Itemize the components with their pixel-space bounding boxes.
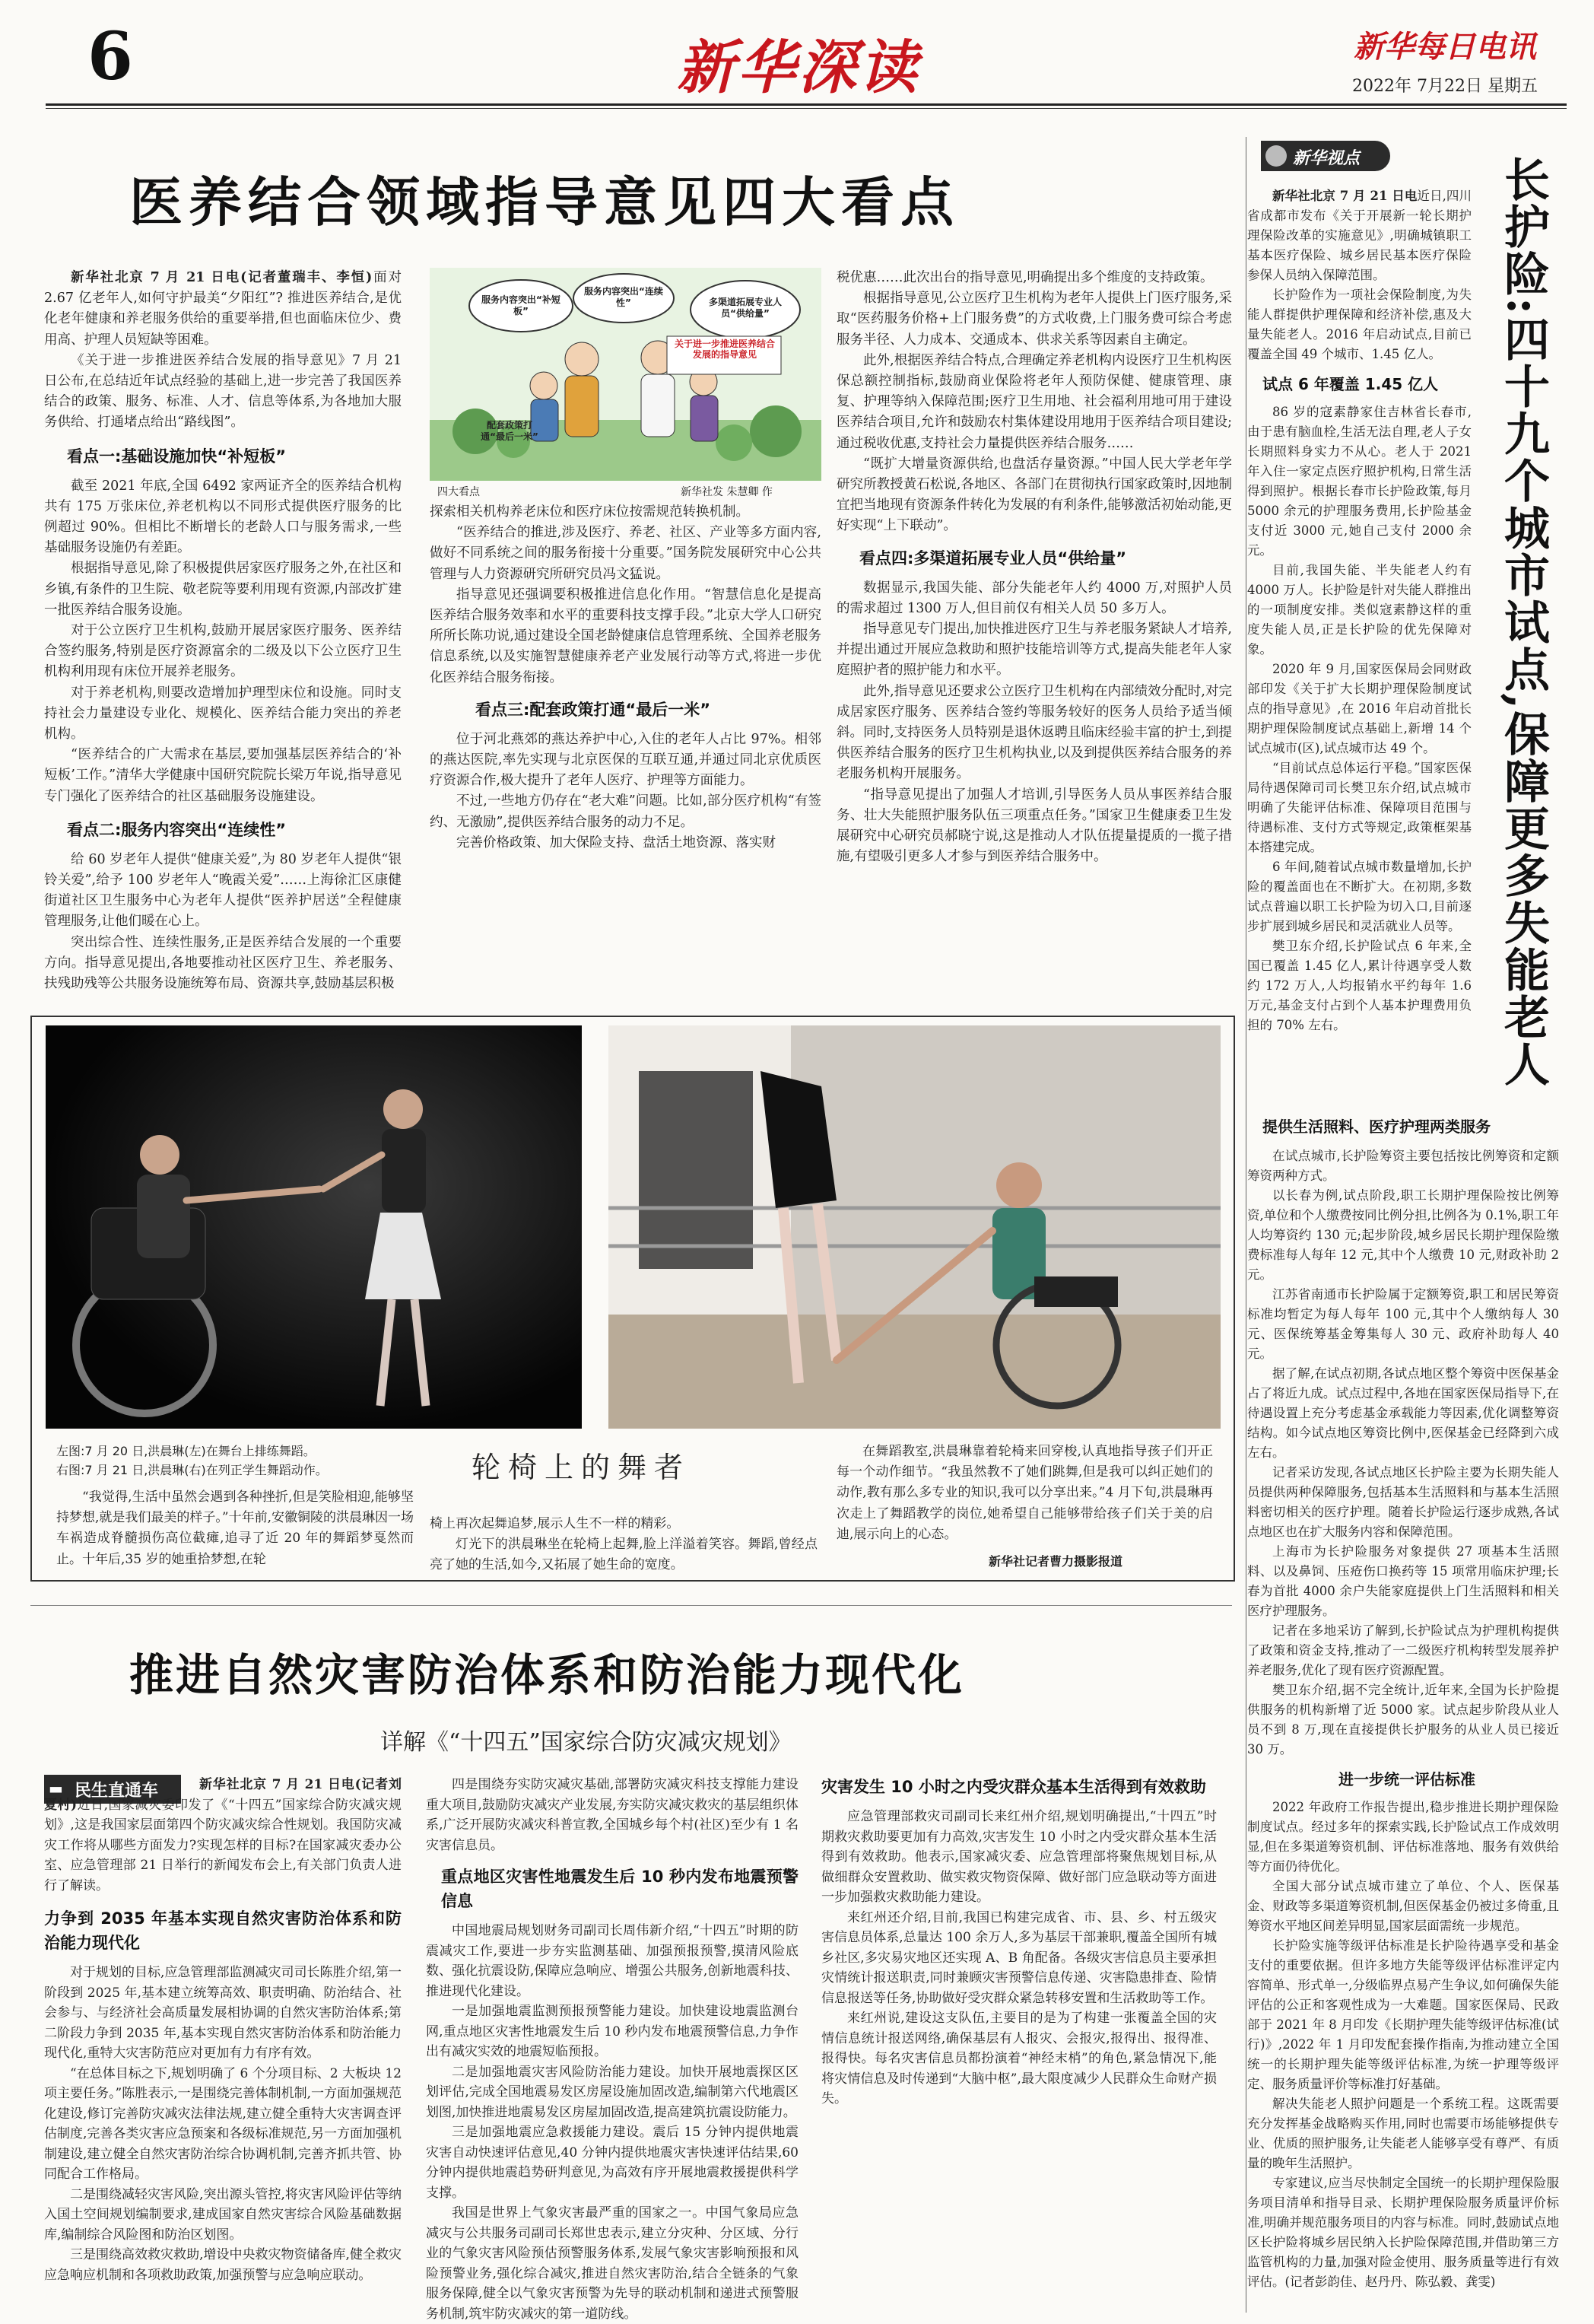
article1-col3 — [837, 268, 1232, 867]
paragraph: 记者采访发现,各试点地区长护险主要为长期失能人员提供两种保障服务,包括基本生活照料和与基本生活照料密切相关的医疗护理。随着长护险运行逐步成熟,各试点地区也在扩大服务内容和保障范围。 — [1247, 1465, 1559, 1539]
cartoon-label: 服务内容突出“补短板” — [481, 294, 560, 316]
paragraph: 全国大部分试点城市建立了单位、个人、医保基金、财政等多渠道筹资机制,但医保基金仍被过多倚重,且筹资水平地区间差异明显,国家层面需统一步规范。 — [1247, 1879, 1559, 1933]
article2-col2 — [426, 1775, 799, 2324]
subheading: 看点三:配套政策打通“最后一米” — [475, 700, 711, 719]
paragraph: “我觉得,生活中虽然会遇到各种挫折,但是笑脸相迎,能够坚持梦想,就是我们最美的样子。”十年前,安徽铜陵的洪晨琳因一场车祸造成脊髓损伤高位截瘫,追寻了近 20 年的舞蹈梦戛然而止。十年后,35 岁的她重拾梦想,在轮 — [56, 1489, 414, 1567]
paragraph: 江苏省南通市长护险属于定额筹资,职工和居民筹资标准均暂定为每人每年 100 元,其中个人缴纳每人 30 元、医保统筹基金筹集每人 30 元、政府补助每人 40 元。 — [1247, 1287, 1559, 1361]
paragraph: 长护险实施等级评估标准是长护险待遇享受和基金支付的重要依据。但许多地方失能等级评估标准评定内容简单、形式单一,分级临界点易产生争议,如何确保失能评估的公正和客观性成为一大难题。国家医保局、民政部于 2021 年 8 月印发《长期护理失能等级评估标准(试行)》,2022 年 1 月印发配套操作指南,为推动建立全国统一的长期护理失能等级评估标准,为统一护理等级评定、服务质量评价等标准打好基础。 — [1247, 1938, 1559, 2091]
truck-icon: ▬ — [49, 1779, 63, 1798]
photo-dancer-stage — [46, 1025, 582, 1429]
paragraph: 探索相关机构养老床位和医疗床位按需规范转换机制。 — [430, 504, 749, 520]
paragraph: 面对 2.67 亿老年人,如何守护最美“夕阳红”? 推进医养结合,是优化老年健康和养老服务供给的重要举措,但也面临床位少、费用高、护理人员短缺等困难。 — [44, 270, 402, 348]
column-tag-label: 民生直通车 — [75, 1782, 159, 1801]
paragraph: 对于规划的目标,应急管理部监测减灾司司长陈胜介绍,第一阶段到 2025 年,基本建立统筹高效、职责明确、防治结合、社会参与、与经济社会高质量发展相协调的自然灾害防治体系;第二阶段力争到 2035 年,基本实现自然灾害防治体系和防治能力现代化,重特大灾害防范应对更加有力有序有效。 — [44, 1965, 402, 2061]
paragraph: 截至 2021 年底,全国 6492 家两证齐全的医养结合机构共有 175 万张床位,养老机构以不同形式提供医疗服务的比例超过 90%。但相比不断增长的老龄人口与服务需求,一些基础服务设施仍有差距。 — [44, 478, 402, 556]
paragraph: 对于公立医疗卫生机构,鼓励开展居家医疗服务、医养结合签约服务,特别是医疗资源富余的二级及以下公立医疗卫生机构利用现有床位开展养老服务。 — [44, 623, 402, 680]
paragraph: 二是围绕减轻灾害风险,突出源头管控,将灾害风险评估等纳入国土空间规划编制要求,建成国家自然灾害综合风险基础数据库,编制综合风险图和防治区划图。 — [44, 2186, 402, 2243]
page-header — [0, 0, 1594, 107]
photo-dance-classroom-image — [608, 1025, 1221, 1429]
photo-story-col2 — [430, 1514, 818, 1576]
paragraph: “既扩大增量资源供给,也盘活存量资源。”中国人民大学老年学研究所教授黄石松说,各地区、各部门在贯彻执行国家政策时,因地制宜把当地现有资源条件转化为发展的有利条件,能够激活初始动能,更好实现“上下联动”。 — [837, 456, 1232, 534]
subheading: 提供生活照料、医疗护理两类服务 — [1262, 1117, 1491, 1136]
subheading: 看点四:多渠道拓展专业人员“供给量” — [859, 548, 1127, 567]
paragraph: 指导意见还强调要积极推进信息化作用。“智慧信息化是提高医养结合服务效率和水平的重要科技支撑手段。”北京大学人口研究所所长陈功说,通过建设全国老龄健康信息管理系统、全国养老服务信息系统,以及实施智慧健康养老产业发展行动等方式,将进一步优化医养结合服务衔接。 — [430, 587, 821, 685]
paragraph: 上海市为长护险服务对象提供 27 项基本生活照料、以及鼻饲、压疮伤口换药等 15 项常用临床护理;长春为首批 4000 余户失能家庭提供上门生活照料和相关医疗护理服务。 — [1247, 1544, 1559, 1618]
sidebar-tag-label: 新华视点 — [1293, 149, 1361, 168]
photo-credit: 新华社记者曹力摄影报道 — [989, 1554, 1123, 1569]
paragraph: 在试点城市,长护险筹资主要包括按比例筹资和定额筹资两种方式。 — [1247, 1149, 1559, 1183]
cartoon-illustration — [430, 268, 821, 500]
paragraph: 三是加强地震应急救援能力建设。震后 15 分钟内提供地震灾害自动快速评估意见,40 分钟内提供地震灾害快速评估结果,60 分钟内提供地震趋势研判意见,为高效有序开展地震救援提供科学支撑。 — [426, 2125, 799, 2201]
cartoon-label: 多渠道拓展专业人员“供给量” — [708, 297, 782, 319]
paragraph: 樊卫东介绍,长护险试点 6 年来,全国已覆盖 1.45 亿人,累计待遇享受人数约 172 万人,人均报销水平约每年 1.6 万元,基金支付占到个人基本护理费用负担的 70% 左右。 — [1247, 939, 1472, 1032]
article1-title: 医养结合领域指导意见四大看点 — [129, 170, 960, 234]
paragraph: 指导意见专门提出,加快推进医疗卫生与养老服务紧缺人才培养,并提出通过开展应急救助和照护技能培训等方式,提高失能老年人家庭照护者的照护能力和水平。 — [837, 622, 1232, 679]
page-number: 6 — [87, 18, 133, 95]
paragraph: 2020 年 9 月,国家医保局会同财政部印发《关于扩大长期护理保险制度试点的指导意见》,在 2016 年启动首批长期护理保险制度试点基础上,新增 14 个试点城市(区),试点城市达 49 个。 — [1247, 662, 1472, 755]
subheading: 重点地区灾害性地震发生后 10 秒内发布地震预警信息 — [441, 1868, 799, 1910]
header-rule-thin — [46, 108, 1567, 109]
cartoon-caption: 四大看点 — [437, 486, 480, 498]
paragraph: 近日,四川省成都市发布《关于开展新一轮长期护理保险改革的实施意见》,明确城镇职工基本医疗保险、城乡居民基本医疗保险参保人员纳入保障范围。 — [1247, 189, 1472, 282]
article1-col2 — [430, 502, 821, 854]
paragraph: 根据指导意见,除了积极提供居家医疗服务之外,在社区和乡镇,有条件的卫生院、敬老院等要利用现有资源,内部改扩建一批医养结合服务设施。 — [44, 561, 402, 618]
paragraph: 中国地震局规划财务司副司长周伟新介绍,“十四五”时期的防震减灾工作,要进一步夯实监测基础、加强预报预警,摸清风险底数、强化抗震设防,保障应急响应、增强公共服务,创新地震科技、推进现代化建设。 — [426, 1923, 799, 1999]
paragraph: 2022 年政府工作报告提出,稳步推进长期护理保险制度试点。经过多年的探索实践,长护险试点工作成效明显,但在多渠道筹资机制、评估标准落地、服务有效供给等方面仍待优化。 — [1247, 1800, 1559, 1874]
photo-caption-left: 左图:7 月 20 日,洪晨琳(左)在舞台上排练舞蹈。 — [56, 1444, 316, 1458]
paragraph: 长护险作为一项社会保险制度,为失能人群提供护理保障和经济补偿,惠及大量失能老人。2016 年启动试点,目前已覆盖全国 49 个城市、1.45 亿人。 — [1247, 288, 1472, 361]
paragraph: 来红州还介绍,目前,我国已构建完成省、市、县、乡、村五级灾害信息员体系,总量达 100 余万人,多为基层干部兼职,覆盖全国所有城乡社区,多灾易灾地区还实现 A、B 角配备。各级灾害信息员主要承担灾情统计报送职责,同时兼顾灾害预警信息传递、灾害隐患排查、险情信息报送等任务,协助做好受灾群众紧急转移安置和生活救助等工作。 — [821, 1909, 1217, 2006]
header-rule — [46, 103, 1567, 106]
subheading: 灾害发生 10 小时之内受灾群众基本生活得到有效救助 — [821, 1778, 1206, 1796]
paragraph: 一是加强地震监测预报预警能力建设。加快建设地震监测台网,重点地区灾害性地震发生后 10 秒内发布地震预警信息,力争作出有减灾实效的地震短临预报。 — [426, 2004, 799, 2059]
sidebar-tag — [1261, 141, 1390, 171]
paragraph: “目前试点总体运行平稳。”国家医保局待遇保障司司长樊卫东介绍,试点城市明确了失能评估标准、保障项目范围与待遇标准、支付方式等规定,政策框架基本搭建完成。 — [1247, 761, 1472, 854]
paragraph: 6 年间,随着试点城市数量增加,长护险的覆盖面也在不断扩大。在初期,多数试点普遍以职工长护险为切入口,目前逐步扩展到城乡居民和灵活就业人员等。 — [1247, 860, 1472, 933]
section-rule — [30, 1605, 1232, 1606]
paragraph: 三是围绕高效救灾救助,增设中央救灾物资储备库,健全救灾应急响应机制和各项救助政策,加强预警与应急响应联动。 — [44, 2247, 402, 2283]
sidebar-col-top — [1247, 186, 1472, 1035]
photo-dance-classroom — [608, 1025, 1221, 1429]
paragraph: 樊卫东介绍,据不完全统计,近年来,全国为长护险提供服务的机构新增了近 5000 家。试点起步阶段从业人员不到 8 万,现在直接提供长护服务的从业人员已接近 30 万。 — [1247, 1683, 1559, 1757]
paragraph: 不过,一些地方仍存在“老大难”问题。比如,部分医疗机构“有签约、无激励”,提供医养结合服务的动力不足。 — [430, 793, 821, 830]
section-title: 新华深读 — [677, 33, 920, 101]
subheading: 试点 6 年覆盖 1.45 亿人 — [1262, 375, 1439, 393]
paragraph: 税优惠……此次出台的指导意见,明确提出多个维度的支持政策。 — [837, 270, 1214, 285]
subheading: 看点一:基础设施加快“补短板” — [67, 447, 287, 466]
paragraph: 来红州说,建设这支队伍,主要目的是为了构建一张覆盖全国的灾情信息统计报送网络,确保基层有人报灾、会报灾,报得出、报得准、报得快。每名灾害信息员都扮演着“神经末梢”的角色,紧急情况下,能将灾情信息及时传递到“大脑中枢”,最大限度减少人民群众生命财产损失。 — [821, 2011, 1217, 2106]
article2-subtitle: 详解《“十四五”国家综合防灾减灾规划》 — [380, 1729, 792, 1756]
paragraph: 给 60 岁老年人提供“健康关爱”,为 80 岁老年人提供“银铃关爱”,给予 100 岁老年人“晚霞关爱”……上海徐汇区康健街道社区卫生服务中心为老年人提供“医养护居送”全程健康管理服务,让他们暖在心上。 — [44, 851, 402, 930]
paragraph: 以长春为例,试点阶段,职工长期护理保险按比例筹资,单位和个人缴费按同比例分担,比例各为 0.1%,职工年人均筹资约 130 元;起步阶段,城乡居民长期护理保险缴费标准每人每年 12 元,其中个人缴费 10 元,财政补助 2 元。 — [1247, 1188, 1559, 1282]
paragraph: 位于河北燕郊的燕达养护中心,入住的老年人占比 97%。相邻的燕达医院,率先实现与北京医保的互联互通,并通过同北京优质医疗资源合作,极大提升了老年人医疗、护理等方面能力。 — [430, 731, 821, 789]
paragraph: 此外,根据医养结合特点,合理确定养老机构内设医疗卫生机构医保总额控制指标,鼓励商业保险将老年人预防保健、健康管理、康复、护理等纳入保障范围;医疗卫生用地、社会福利用地可用于建设医养结合项目,允许和鼓励农村集体建设用地用于医养结合项目建设;通过税收优惠,支持社会力量提供医养结合服务…… — [837, 352, 1232, 451]
paragraph: 完善价格政策、加大保险支持、盘活土地资源、落实财 — [456, 835, 776, 850]
paragraph: 对于养老机构,则要改造增加护理型床位和设施。同时支持社会力量建设专业化、规模化、医养结合能力突出的养老机构。 — [44, 685, 402, 742]
dateline: 新华社北京 7 月 21 日电(记者董瑞丰、李恒) — [71, 270, 373, 285]
photo-dancer-stage-image — [46, 1025, 582, 1429]
paragraph: 在舞蹈教室,洪晨琳靠着轮椅来回穿梭,认真地指导孩子们开正每一个动作细节。“我虽然教不了她们跳舞,但是我可以纠正她们的动作,教有那么多专业的知识,我可以分享出来。”4 月下旬,洪晨琳再次走上了舞蹈教学的岗位,她希望自己能够带给孩子们关于美的启迪,展示向上的心态。 — [837, 1444, 1213, 1542]
article1-col1 — [44, 268, 402, 994]
brand-name: 新华每日电讯 — [1354, 29, 1536, 65]
paragraph: 近日,国家减灾委印发了《“十四五”国家综合防灾减灾规划》,这是我国家层面第四个防灾减灾综合性规划。我国防灾减灾工作将从哪些方面发力?实现怎样的目标?在国家减灾委办公室、应急管理部 21 日举行的新闻发布会上,有关部门负责人进行了解读。 — [44, 1797, 402, 1893]
article2-title: 推进自然灾害防治体系和防治能力现代化 — [129, 1649, 965, 1701]
cartoon-label: 服务内容突出“连续性” — [584, 286, 663, 308]
paragraph: 86 岁的寇素静家住吉林省长春市,由于患有脑血栓,生活无法自理,老人子女长期照料身实力不从心。老人于 2021 年入住一家定点医疗照护机构,日常生活得到照护。根据长春市长护险政策,每月 5000 余元的护理服务费用,长护险基金支付近 3000 元,她自己支付 2000 余元。 — [1247, 405, 1472, 558]
cartoon-credit: 新华社发 朱慧卿 作 — [681, 486, 773, 498]
paragraph: “指导意见提出了加强人才培训,引导医务人员从事医养结合服务、壮大失能照护服务队伍三项重点任务。”国家卫生健康委卫生发展研究中心研究员郝晓宁说,这是推动人才队伍提量提质的一揽子措施,有望吸引更多人才参与到医养结合服务中。 — [837, 787, 1232, 865]
paragraph: 四是围绕夯实防灾减灾基础,部署防灾减灾科技支撑能力建设重大项目,鼓励防灾减灾产业发展,夯实防灾减灾救灾的基层组织体系,广泛开展防灾减灾科普宣教,全国城乡每个村(社区)至少有 1 名灾害信息员。 — [426, 1777, 799, 1853]
paragraph: 解决失能老人照护问题是一个系统工程。这既需要充分发挥基金战略购买作用,同时也需要市场能够提供专业、优质的照护服务,让失能老人能够享受有尊严、有质量的晚年生活照护。 — [1247, 2097, 1559, 2170]
photo-story-title: 轮椅上的舞者 — [472, 1451, 691, 1484]
paragraph: 突出综合性、连续性服务,正是医养结合发展的一个重要方向。指导意见提出,各地要推动社区医疗卫生、养老服务、扶残助残等公共服务设施统筹布局、资源共享,鼓励基层积极 — [44, 934, 402, 992]
paragraph: 此外,指导意见还要求公立医疗卫生机构在内部绩效分配时,对完成居家医疗服务、医养结合签约等服务较好的医务人员给予适当倾斜。同时,支持医务人员特别是退休返聘且临床经验丰富的护士,到提供医养结合服务的医疗卫生机构执业,以及到提供医养结合服务的养老服务机构开展服务。 — [837, 683, 1232, 782]
paragraph: 目前,我国失能、半失能老人约有 4000 万人。长护险是针对失能人群推出的一项制度安排。类似寇素静这样的重度失能人员,正是长护险的优先保障对象。 — [1247, 563, 1472, 657]
paragraph: 据了解,在试点初期,各试点地区整个筹资中医保基金占了将近九成。试点过程中,各地在国家医保局指导下,在待遇设置上充分考虑基金承载能力等因素,优化调整筹资结构。如今试点地区筹资比例中,医保基金已经降到六成左右。 — [1247, 1366, 1559, 1460]
paragraph: 《关于进一步推进医养结合发展的指导意见》7 月 21 日公布,在总结近年试点经验的基础上,进一步完善了我国医养结合的政策、服务、标准、人才、信息等体系,为各地加大服务供给、打通堵点给出“路线图”。 — [44, 352, 402, 431]
subheading: 进一步统一评估标准 — [1338, 1770, 1475, 1788]
paragraph: “在总体目标之下,规划明确了 6 个分项目标、2 大板块 12 项主要任务。”陈胜表示,一是围绕完善体制机制,一方面加强规范化建设,修订完善防灾减灾法律法规,建立健全重特大灾害调查评估制度,完善各类灾害应急预案和各级标准规范,另一方面加强机制建设,建立健全自然灾害防治综合协调机制,完善齐抓共管、协同配合工作格局。 — [44, 2065, 402, 2182]
paragraph: 专家建议,应当尽快制定全国统一的长期护理保险服务项目清单和指导目录、长期护理保险服务质量评价标准,明确并规范服务项目的内容与标准。同时,鼓励试点地区长护险将城乡居民纳入长护险保障范围,并借助第三方监管机构的力量,加强对险金使用、服务质量等进行有效评估。(记者彭韵佳、赵丹丹、陈弘毅、龚雯) — [1247, 2176, 1559, 2289]
sidebar-vertical-title: 长护险:四十九个城市试点,保障更多失能老人 — [1497, 156, 1550, 1089]
paragraph: 灯光下的洪晨琳坐在轮椅上起舞,脸上洋溢着笑容。舞蹈,曾经点亮了她的生活,如今,又拓展了她生命的宽度。 — [430, 1537, 818, 1573]
paragraph: 记者在多地采访了解到,长护险试点为护理机构提供了政策和资金支持,推动了一二级医疗机构转型发展养护养老服务,优化了现有医疗资源配置。 — [1247, 1623, 1559, 1677]
dateline: 新华社北京 7 月 21 日电 — [1272, 189, 1418, 203]
issue-date: 2022年 7月22日 星期五 — [1352, 77, 1538, 96]
paragraph: 根据指导意见,公立医疗卫生机构为老年人提供上门医疗服务,采取“医药服务价格+上门服务费”的方式收费,上门服务费可综合考虑服务半径、人力成本、交通成本、供求关系等因素自主确定。 — [837, 291, 1232, 348]
article2-col1 — [44, 1775, 402, 2285]
logo-icon — [1265, 145, 1287, 167]
paragraph: 数据显示,我国失能、部分失能老年人约 4000 万,对照护人员的需求超过 1300 万人,但目前仅有相关人员 50 多万人。 — [837, 580, 1232, 616]
photo-caption-right: 右图:7 月 21 日,洪晨琳(右)在列正学生舞蹈动作。 — [56, 1463, 328, 1477]
subheading: 看点二:服务内容突出“连续性” — [67, 820, 287, 839]
photo-story-col3 — [837, 1442, 1213, 1545]
paragraph: “医养结合的推进,涉及医疗、养老、社区、产业等多方面内容,做好不同系统之间的服务衔接十分重要。”国务院发展研究中心公共管理与人力资源研究所研究员冯文猛说。 — [430, 525, 821, 582]
article2-col3 — [821, 1775, 1217, 2109]
paragraph: 应急管理部救灾司副司长来红州介绍,规划明确提出,“十四五”时期救灾救助要更加有力高效,灾害发生 10 小时之内受灾群众基本生活得到有效救助。他表示,国家减灾委、应急管理部将聚焦规划目标,从做细群众安置救助、做实救灾物资保障、做好部门应急联动等方面进一步加强救灾救助能力建设。 — [821, 1809, 1217, 1905]
paragraph: “医养结合的广大需求在基层,要加强基层医养结合的‘补短板’工作。”清华大学健康中国研究院院长梁万年说,指导意见专门强化了医养结合的社区基础服务设施建设。 — [44, 747, 402, 804]
paragraph: 我国是世界上气象灾害最严重的国家之一。中国气象局应急减灾与公共服务司副司长郑世忠表示,建立分灾种、分区域、分行业的气象灾害风险预估预警服务体系,发展气象灾害影响预报和风险预警业务,强化综合减灾,推进自然灾害防治,结合全链条的气象服务保障,健全以气象灾害预警为先导的联动机制和递进式预警服务机制,筑牢防灾减灾的第一道防线。 — [426, 2205, 799, 2322]
subheading: 力争到 2035 年基本实现自然灾害防治体系和防治能力现代化 — [44, 1909, 402, 1952]
photo-story-col1 — [56, 1487, 414, 1570]
paragraph: 椅上再次起舞追梦,展示人生不一样的精彩。 — [430, 1516, 680, 1531]
cartoon-sign: 关于进一步推进医养结合发展的指导意见 — [674, 339, 775, 360]
sidebar-col-bottom — [1247, 1114, 1559, 2292]
cartoon-label: 配套政策打通“最后一米” — [481, 420, 538, 442]
dateline: 新华社北京 7 月 21 日电(记者刘夏村) — [44, 1777, 402, 1813]
paragraph: 二是加强地震灾害风险防治能力建设。加快开展地震探区区划评估,完成全国地震易发区房屋设施加固改造,编制第六代地震区划图,加快推进地震易发区房屋加固改造,提高建筑抗震设防能力。 — [426, 2064, 799, 2120]
